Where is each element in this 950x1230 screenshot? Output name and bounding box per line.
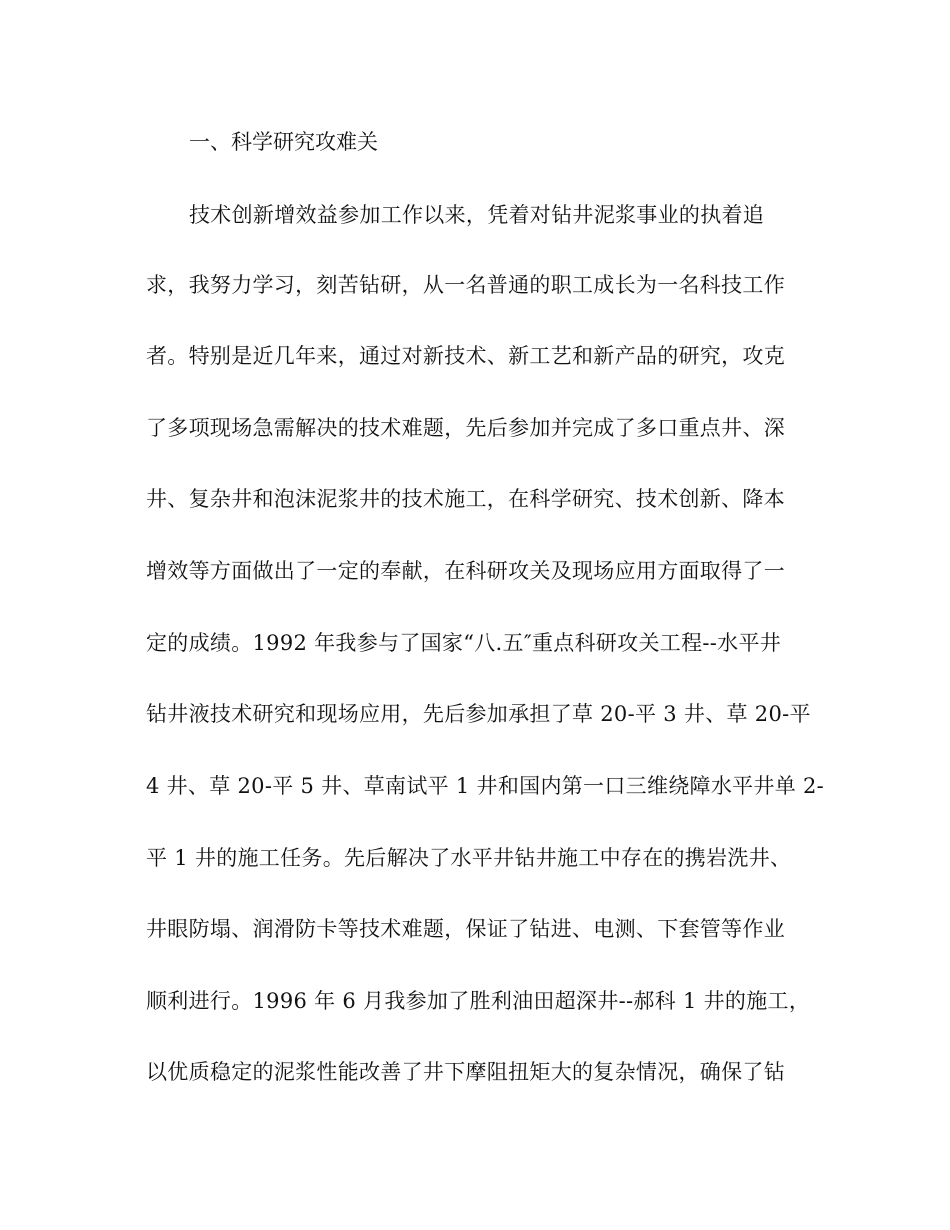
paragraph-line: 增效等方面做出了一定的奉献，在科研攻关及现场应用方面取得了一	[146, 559, 785, 583]
section-heading: 一、科学研究攻难关	[189, 130, 378, 154]
paragraph-line: 了多项现场急需解决的技术难题，先后参加并完成了多口重点井、深	[146, 416, 785, 440]
paragraph-line: 钻井液技术研究和现场应用，先后参加承担了草 20-平 3 井、草 20-平	[146, 702, 811, 726]
paragraph-line: 定的成绩。1992 年我参与了国家“八.五″重点科研攻关工程--水平井	[146, 631, 782, 655]
paragraph-line: 技术创新增效益参加工作以来，凭着对钻井泥浆事业的执着追	[189, 203, 765, 227]
paragraph-line: 平 1 井的施工任务。先后解决了水平井钻井施工中存在的携岩洗井、	[146, 846, 792, 870]
paragraph-line: 求，我努力学习，刻苦钻研，从一名普通的职工成长为一名科技工作	[146, 273, 785, 297]
paragraph-line: 以优质稳定的泥浆性能改善了井下摩阻扭矩大的复杂情况，确保了钻	[146, 1060, 785, 1084]
paragraph-line: 顺利进行。1996 年 6 月我参加了胜利油田超深井--郝科 1 井的施工，	[146, 989, 811, 1013]
paragraph-line: 井、复杂井和泡沫泥浆井的技术施工，在科学研究、技术创新、降本	[146, 487, 785, 511]
paragraph-line: 井眼防塌、润滑防卡等技术难题，保证了钻进、电测、下套管等作业	[146, 917, 785, 941]
paragraph-line: 者。特别是近几年来，通过对新技术、新工艺和新产品的研究，攻克	[146, 344, 785, 368]
paragraph-line: 4 井、草 20-平 5 井、草南试平 1 井和国内第一口三维绕障水平井单 2-	[146, 774, 825, 798]
